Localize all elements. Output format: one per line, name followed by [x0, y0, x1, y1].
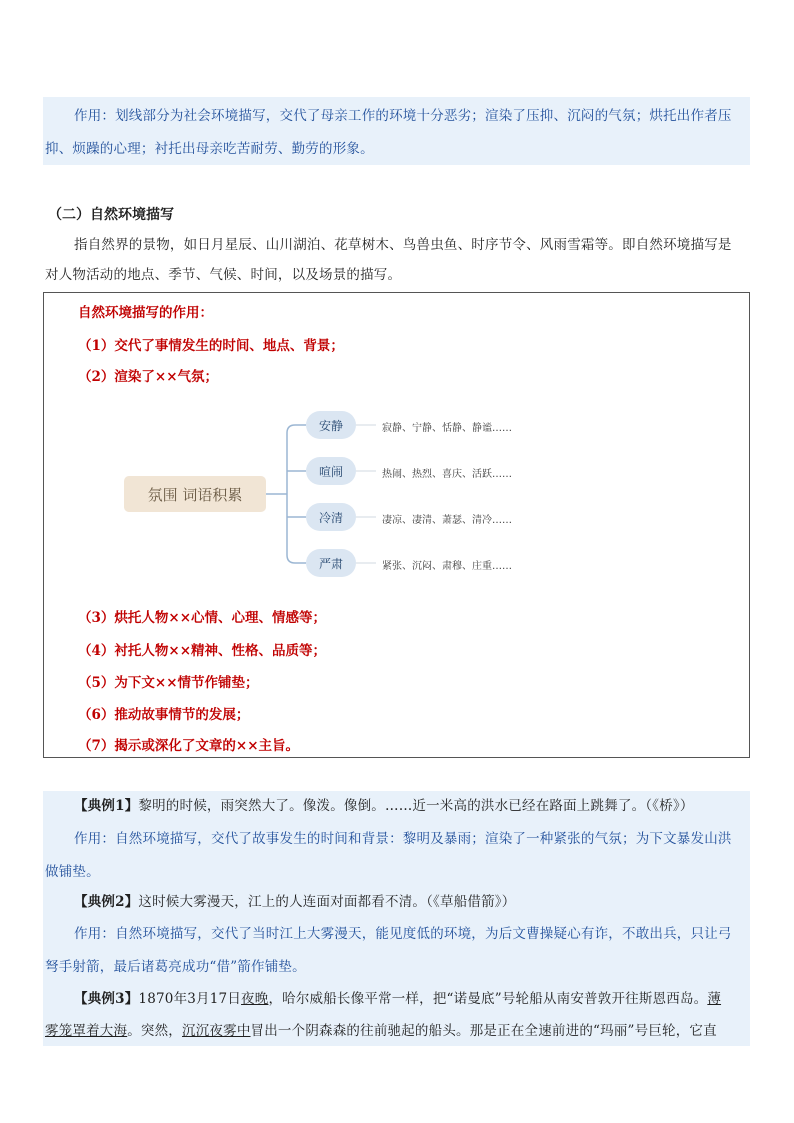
section-heading: （二）自然环境描写 [48, 207, 174, 223]
example-3-tag: 【典例3】 [74, 991, 139, 1007]
example-1-tag: 【典例1】 [74, 798, 139, 814]
example-3-line1 [74, 982, 721, 1016]
example-1-answer-line1: 作用：自然环境描写，交代了故事发生的时间和背景：黎明及暴雨；渲染了一种紧张的气氛；为下文暴发山洪 [74, 831, 732, 847]
top-note-line1: 作用：划线部分为社会环境描写，交代了母亲工作的环境十分恶劣；渲染了压抑、沉闷的气氛；烘托出作者压 [74, 108, 732, 124]
mindmap-words-solemn: 紧张、沉闷、肃穆、庄重…… [382, 561, 512, 572]
box-item-5: （5）为下文××情节作铺垫； [78, 675, 259, 691]
mindmap-branch-cold: 冷清 [306, 503, 356, 531]
box-title: 自然环境描写的作用： [78, 305, 213, 321]
example-3-mid: ，哈尔威船长像平常一样，把“诺曼底”号轮船从南安普敦开往斯恩西岛。 [268, 991, 708, 1007]
example-3-underline-night: 夜晚 [241, 991, 269, 1007]
mindmap-connectors [44, 293, 749, 593]
example-3-mid2: 。突然， [127, 1023, 183, 1039]
top-note-line2: 抑、烦躁的心理；衬托出母亲吃苦耐劳、勤劳的形象。 [45, 141, 374, 157]
example-3-underline-nightfog: 沉沉夜雾中 [182, 1023, 251, 1039]
mindmap [44, 293, 749, 593]
box-item-3: （3）烘托人物××心情、心理、情感等； [78, 610, 327, 626]
mindmap-branch-lively: 喧闹 [306, 457, 356, 485]
mindmap-branch-quiet: 安静 [306, 411, 356, 439]
example-2 [74, 885, 515, 919]
example-1 [74, 789, 694, 823]
example-2-answer-line2: 弩手射箭，最后诸葛亮成功“借”箭作铺垫。 [45, 959, 306, 975]
box-item-7: （7）揭示或深化了文章的××主旨。 [78, 738, 300, 754]
box-item-6: （6）推动故事情节的发展； [78, 707, 250, 723]
example-3-line2 [45, 1014, 717, 1048]
example-3-date: 1870年3月17日 [138, 991, 242, 1007]
functions-box [43, 292, 750, 758]
mindmap-words-lively: 热闹、热烈、喜庆、活跃…… [382, 469, 512, 480]
mindmap-words-quiet: 寂静、宁静、恬静、静谧…… [382, 423, 512, 434]
example-3-underline-thin: 薄 [707, 991, 722, 1007]
section-para-line2: 对人物活动的地点、季节、气候、时间，以及场景的描写。 [45, 267, 402, 283]
example-3-rest: 冒出一个阴森森的往前驰起的船头。那是正在全速前进的“玛丽”号巨轮，它直 [250, 1023, 717, 1039]
mindmap-branch-solemn: 严肃 [306, 549, 356, 577]
mindmap-words-cold: 凄凉、凄清、萧瑟、清冷…… [382, 515, 512, 526]
example-1-answer-line2: 做铺垫。 [45, 864, 100, 880]
example-3-underline-fog: 雾笼罩着大海 [45, 1023, 128, 1039]
example-2-answer-line1: 作用：自然环境描写，交代了当时江上大雾漫天，能见度低的环境，为后文曹操疑心有诈，不敢出兵，只让弓 [74, 926, 732, 942]
mindmap-root: 氛围 词语积累 [124, 476, 266, 512]
section-para-line1: 指自然界的景物，如日月星辰、山川湖泊、花草树木、鸟兽虫鱼、时序节令、风雨雪霜等。即自然环境描写是 [74, 237, 732, 253]
box-item-2: （2）渲染了××气氛； [78, 369, 219, 385]
box-item-1: （1）交代了事情发生的时间、地点、背景； [78, 338, 344, 354]
box-item-4: （4）衬托人物××精神、性格、品质等； [78, 643, 327, 659]
example-1-text: 黎明的时候，雨突然大了。像泼。像倒。……近一米高的洪水已经在路面上跳舞了。（《桥》） [138, 798, 694, 814]
example-2-tag: 【典例2】 [74, 894, 139, 910]
example-2-text: 这时候大雾漫天，江上的人连面对面都看不清。（《草船借箭》） [138, 894, 516, 910]
